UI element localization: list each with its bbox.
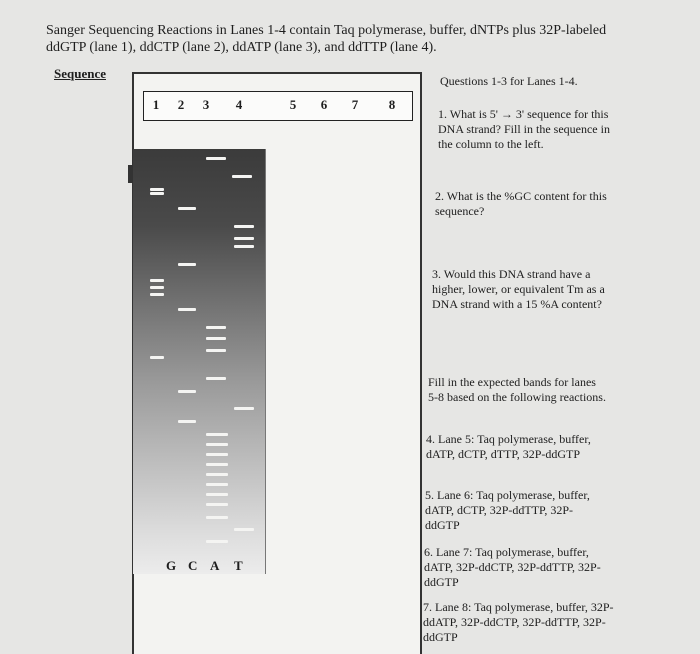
gel-band xyxy=(206,483,228,486)
gel-divider xyxy=(265,149,266,574)
base-label-t: T xyxy=(234,558,243,573)
gel-band xyxy=(178,308,196,311)
gel-band xyxy=(206,157,226,160)
gel-band xyxy=(150,279,164,282)
gel-band xyxy=(206,453,228,456)
question-1: 1. What is 5' → 3' sequence for this DNA strand? Fill in the sequence in the column to the left. xyxy=(438,107,610,151)
lane-number-8: 8 xyxy=(388,97,396,112)
gel-band xyxy=(178,390,196,393)
gel-band xyxy=(178,420,196,423)
gel-band xyxy=(206,473,228,476)
gel-band xyxy=(232,175,252,178)
gel-band xyxy=(206,503,228,506)
gel-band xyxy=(234,225,254,228)
lane-number-6: 6 xyxy=(320,97,328,112)
lane-number-row xyxy=(143,91,413,121)
gel-band xyxy=(206,349,226,352)
gel-band xyxy=(178,263,196,266)
gel-band xyxy=(206,337,226,340)
question-7: 7. Lane 8: Taq polymerase, buffer, 32P-ddATP, 32P-ddCTP, 32P-ddTTP, 32P-ddGTP xyxy=(423,600,614,644)
questions-intro: Questions 1-3 for Lanes 1-4. xyxy=(440,74,578,88)
gel-band xyxy=(150,192,164,195)
gel-band xyxy=(178,207,196,210)
lane-number-2: 2 xyxy=(177,97,185,112)
gel-band xyxy=(206,377,226,380)
lane-number-3: 3 xyxy=(202,97,210,112)
fill-instructions: Fill in the expected bands for lanes 5-8 based on the following reactions. xyxy=(428,375,606,404)
lane-number-5: 5 xyxy=(289,97,297,112)
gel-band xyxy=(150,356,164,359)
gel-band xyxy=(234,237,254,240)
sequence-label: Sequence xyxy=(54,66,106,81)
question-6: 6. Lane 7: Taq polymerase, buffer, dATP, 32P-ddCTP, 32P-ddTTP, 32P-ddGTP xyxy=(424,545,601,589)
question-2: 2. What is the %GC content for this sequence? xyxy=(435,189,607,218)
gel-band xyxy=(234,528,254,531)
gel-lanes-1-4 xyxy=(133,149,265,574)
gel-band xyxy=(206,443,228,446)
gel-band xyxy=(206,516,228,519)
gel-band xyxy=(206,540,228,543)
lane-number-1: 1 xyxy=(152,97,160,112)
gel-edge-tick xyxy=(128,165,132,183)
gel-band xyxy=(150,188,164,191)
gel-band xyxy=(206,433,228,436)
lane-number-4: 4 xyxy=(235,97,243,112)
base-label-c: C xyxy=(188,558,198,573)
base-label-a: A xyxy=(210,558,220,573)
gel-band xyxy=(206,326,226,329)
gel-band xyxy=(234,245,254,248)
question-4: 4. Lane 5: Taq polymerase, buffer, dATP, dCTP, dTTP, 32P-ddGTP xyxy=(426,432,591,461)
gel-band xyxy=(150,293,164,296)
gel-band xyxy=(206,463,228,466)
gel-band xyxy=(206,493,228,496)
header-title: Sanger Sequencing Reactions in Lanes 1-4 contain Taq polymerase, buffer, dNTPs plus 32P-labeled ddGTP (lane 1), ddCTP (lane 2), ddATP (lane 3), and ddTTP (lane 4). xyxy=(46,23,607,55)
gel-band xyxy=(150,286,164,289)
question-5: 5. Lane 6: Taq polymerase, buffer, dATP, dCTP, 32P-ddTTP, 32P-ddGTP xyxy=(425,488,590,532)
question-3: 3. Would this DNA strand have a higher, lower, or equivalent Tm as a DNA strand with a 15 %A content? xyxy=(432,267,605,311)
lane-number-7: 7 xyxy=(351,97,359,112)
base-label-g: G xyxy=(166,558,177,573)
gel-band xyxy=(234,407,254,410)
